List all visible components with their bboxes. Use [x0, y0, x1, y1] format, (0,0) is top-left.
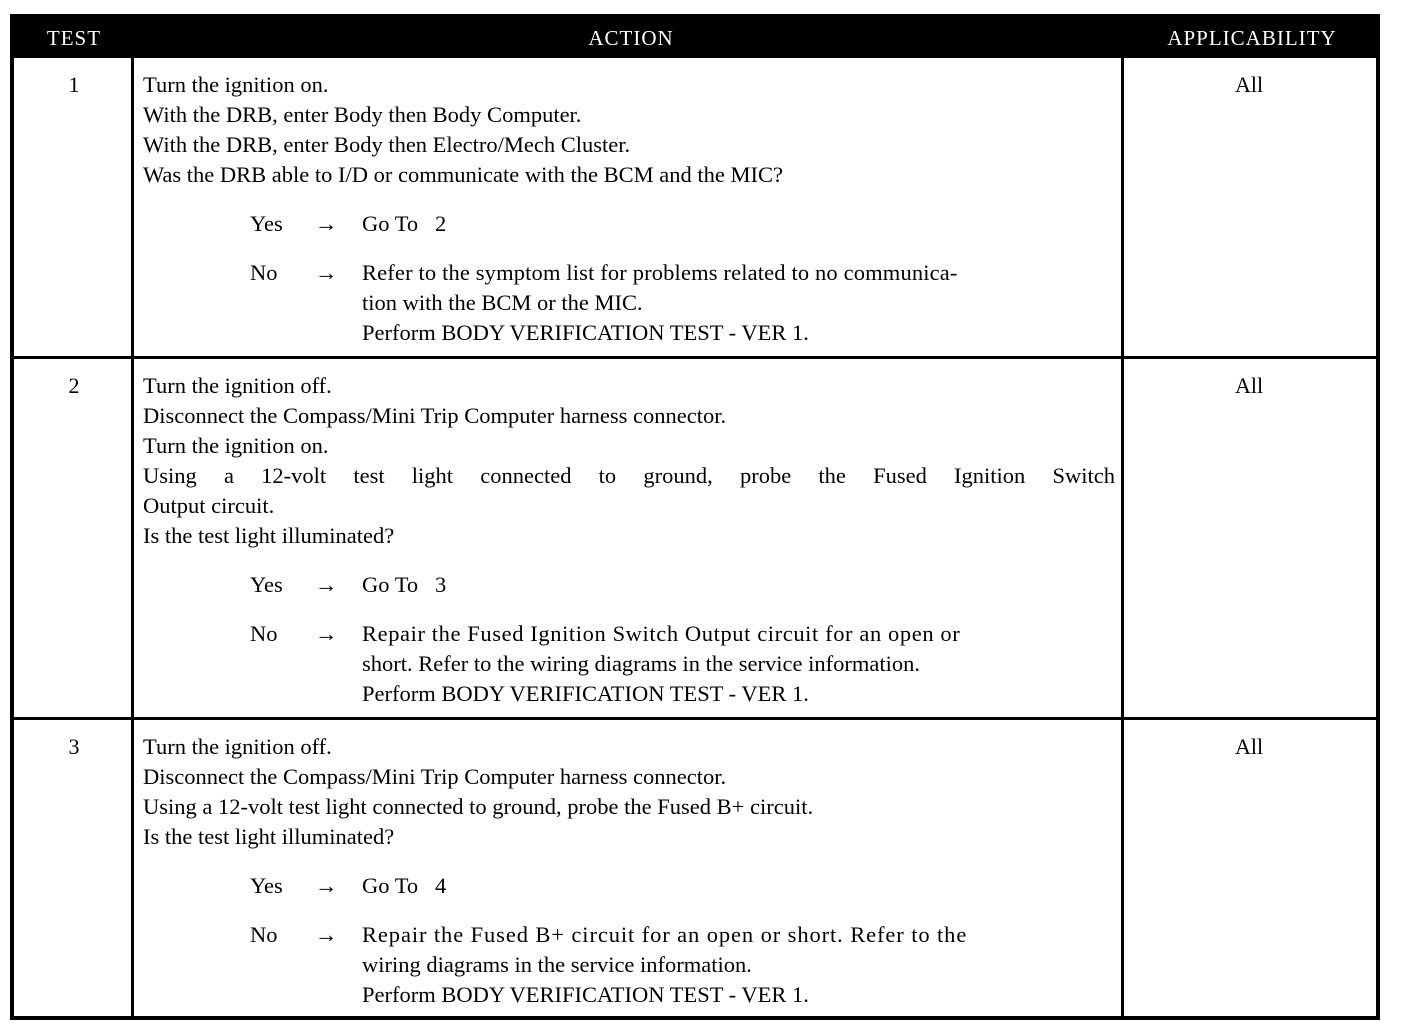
table-header	[14, 18, 1376, 58]
applicability-cell: All	[1234, 373, 1264, 398]
yes-response	[143, 570, 1115, 600]
step-text: Was the DRB able to I/D or communicate with the BCM and the MIC?	[143, 162, 783, 187]
header-test: TEST	[46, 26, 102, 50]
applicability-cell: All	[1234, 72, 1264, 97]
no-response	[143, 619, 1115, 709]
arrow-icon: →	[315, 873, 338, 898]
step-text: Output circuit.	[143, 493, 275, 518]
no-response	[143, 258, 1115, 348]
yes-response	[143, 209, 1115, 239]
no-text-line: Perform BODY VERIFICATION TEST - VER 1.	[362, 982, 809, 1007]
yes-text: Go To 4	[362, 873, 447, 898]
applicability-cell: All	[1234, 734, 1264, 759]
no-response	[143, 920, 1115, 1010]
no-text-line: Perform BODY VERIFICATION TEST - VER 1.	[362, 681, 809, 706]
arrow-icon: →	[315, 572, 338, 597]
yes-label: Yes	[250, 873, 283, 898]
yes-label: Yes	[250, 572, 283, 597]
step-text: Using a 12-volt test light connected to ground, probe the Fused B+ circuit.	[143, 794, 814, 819]
yes-text: Go To 3	[362, 572, 447, 597]
no-text-line: Refer to the symptom list for problems related to no communica-	[362, 260, 958, 285]
no-text	[362, 619, 1115, 709]
test-number: 1	[68, 72, 80, 97]
step-text: Disconnect the Compass/Mini Trip Computer harness connector.	[143, 764, 727, 789]
no-text-line: Repair the Fused B+ circuit for an open or short. Refer to the	[362, 922, 968, 947]
diagnostic-test-table	[10, 14, 1380, 1020]
header-applicability: APPLICABILITY	[1167, 26, 1337, 50]
test-number: 2	[68, 373, 80, 398]
no-text-line: tion with the BCM or the MIC.	[362, 290, 643, 315]
yes-text: Go To 2	[362, 211, 447, 236]
step-text: Using a 12-volt test light connected to ground, probe the Fused Ignition Switch	[143, 463, 1115, 488]
step-text: With the DRB, enter Body then Body Computer.	[143, 102, 582, 127]
table-row	[14, 717, 1376, 1019]
no-label: No	[250, 621, 278, 646]
step-text: Is the test light illuminated?	[143, 824, 395, 849]
action-cell	[143, 371, 1115, 709]
action-cell	[143, 732, 1115, 1010]
arrow-icon: →	[315, 260, 338, 285]
no-text	[362, 258, 1115, 348]
no-text	[362, 920, 1115, 1010]
step-text: Is the test light illuminated?	[143, 523, 395, 548]
step-text: With the DRB, enter Body then Electro/Mech Cluster.	[143, 132, 631, 157]
yes-label: Yes	[250, 211, 283, 236]
no-text-line: Repair the Fused Ignition Switch Output circuit for an open or	[362, 621, 961, 646]
arrow-icon: →	[315, 922, 338, 947]
table-row	[14, 356, 1376, 720]
no-text-line: short. Refer to the wiring diagrams in the service information.	[362, 651, 920, 676]
yes-response	[143, 871, 1115, 901]
no-text-line: Perform BODY VERIFICATION TEST - VER 1.	[362, 320, 809, 345]
step-text: Turn the ignition off.	[143, 734, 332, 759]
no-text-line: wiring diagrams in the service information.	[362, 952, 752, 977]
step-text: Turn the ignition on.	[143, 72, 329, 97]
header-action: ACTION	[588, 26, 674, 50]
arrow-icon: →	[315, 211, 338, 236]
no-label: No	[250, 260, 278, 285]
action-cell	[143, 70, 1115, 348]
step-text: Disconnect the Compass/Mini Trip Computer harness connector.	[143, 403, 727, 428]
step-text: Turn the ignition on.	[143, 433, 329, 458]
no-label: No	[250, 922, 278, 947]
table-row	[14, 58, 1376, 356]
test-number: 3	[68, 734, 80, 759]
arrow-icon: →	[315, 621, 338, 646]
step-text: Turn the ignition off.	[143, 373, 332, 398]
